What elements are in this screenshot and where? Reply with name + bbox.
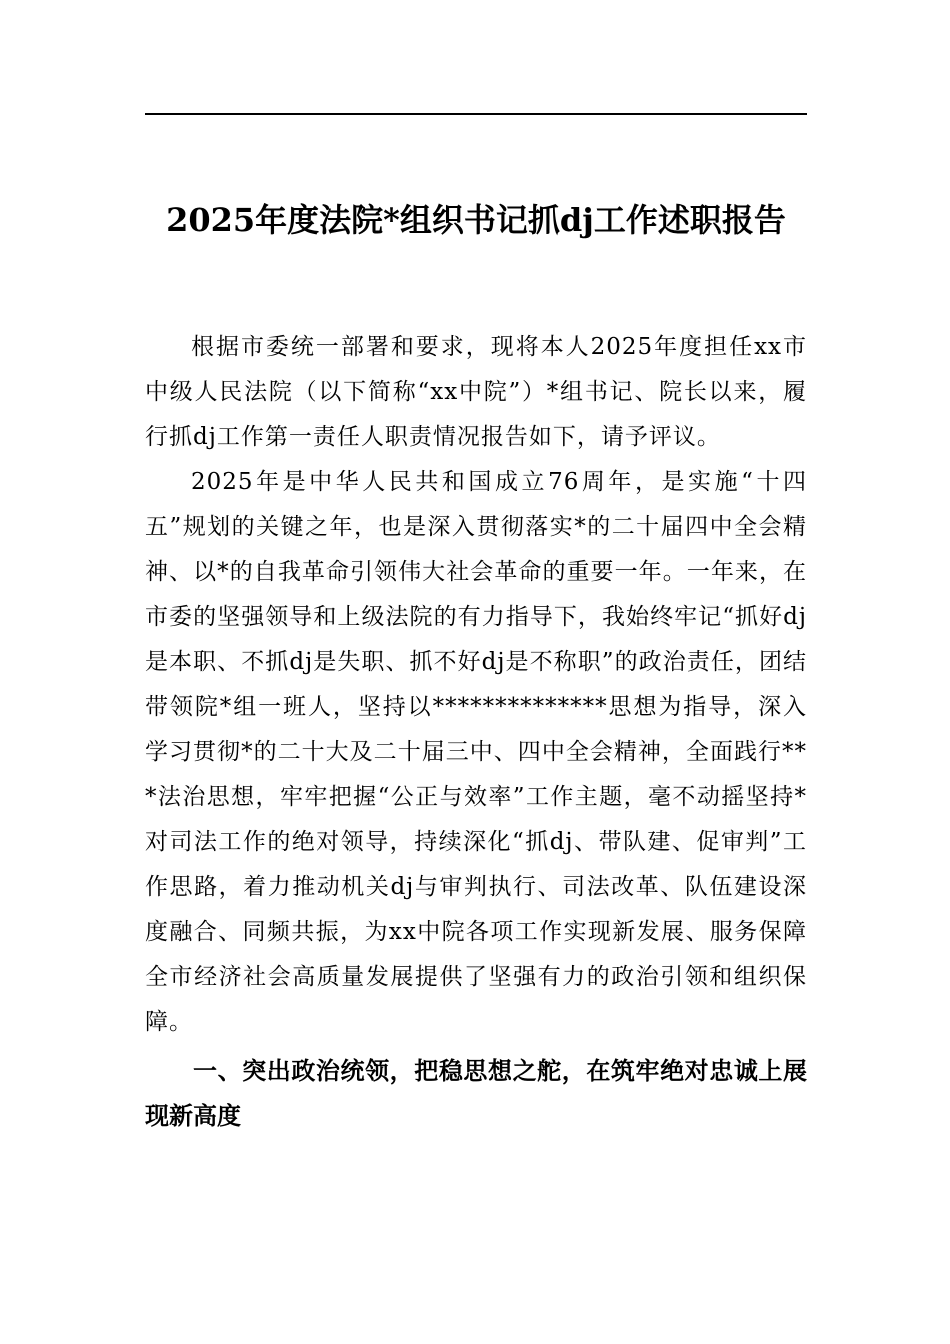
intro-paragraph: 根据市委统一部署和要求，现将本人2025年度担任xx市中级人民法院（以下简称“xx中院”）*组书记、院长以来，履行抓dj工作第一责任人职责情况报告如下，请予评议。 [145, 334, 807, 450]
document-title: 2025年度法院*组织书记抓dj工作述职报告 [166, 201, 786, 239]
overview-paragraph: 2025年是中华人民共和国成立76周年，是实施“十四五”规划的关键之年，也是深入贯彻落实*的二十届四中全会精神、以*的自我革命引领伟大社会革命的重要一年。一年来，在市委的坚强领导和上级法院的有力指导下，我始终牢记“抓好dj是本职、不抓dj是失职、抓不好dj是不称职”的政治责任，团结带领院*组一班人，坚持以**************思想为指导，深入学习贯彻*的二十大及二十届三中、四中全会精神，全面践行***法治思想，牢牢把握“公正与效率”工作主题，毫不动摇坚持*对司法工作的绝对领导，持续深化“抓dj、带队建、促审判”工作思路，着力推动机关dj与审判执行、司法改革、队伍建设深度融合、同频共振，为xx中院各项工作实现新发展、服务保障全市经济社会高质量发展提供了坚强有力的政治引领和组织保障。 [145, 469, 807, 1035]
header-rule [145, 113, 807, 115]
document-body [145, 325, 807, 1139]
section-heading: 一、突出政治统领，把稳思想之舵，在筑牢绝对忠诚上展现新高度 [145, 1057, 807, 1130]
